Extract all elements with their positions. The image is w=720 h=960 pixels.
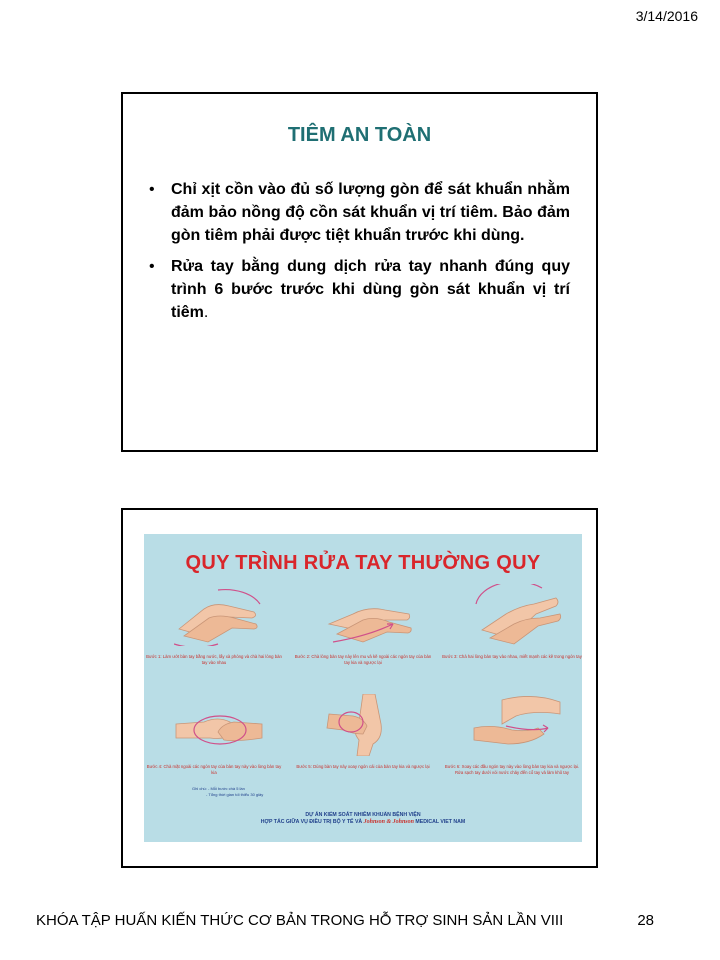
slide-title: TIÊM AN TOÀN <box>287 124 432 146</box>
slide-handwash-poster <box>121 508 598 868</box>
hands-rub-palms-icon <box>174 584 264 646</box>
hands-rotate-thumb-icon <box>323 694 413 756</box>
hands-fingertips-palm-icon <box>472 694 562 756</box>
step-caption: Bước 3: Chà hai lòng bàn tay vào nhau, miết mạnh các kẽ trong ngón tay <box>442 654 582 659</box>
poster-note: Ghi chú: - Mỗi bước chà 5 lần - Tổng thời gian tối thiểu 30 giây <box>192 786 264 797</box>
poster-title: QUY TRÌNH RỬA TAY THƯỜNG QUY <box>185 552 541 574</box>
step-3 <box>442 584 582 704</box>
poster-partnership: HỢP TÁC GIỮA VỤ ĐIỀU TRỊ BỘ Y TẾ VÀ Johnson & Johnson MEDICAL VIET NAM <box>260 819 466 825</box>
page-number: 28 <box>637 912 654 929</box>
step-caption: Bước 4: Chà mặt ngoài các ngón tay của bàn tay này vào lòng bàn tay kia <box>146 764 282 775</box>
handwash-poster <box>144 534 582 842</box>
slide-safe-injection <box>121 92 598 452</box>
course-footer: KHÓA TẬP HUẤN KIẾN THỨC CƠ BẢN TRONG HỖ TRỢ SINH SẢN LẦN VIII <box>36 912 564 929</box>
johnson-johnson-logo: Johnson & Johnson <box>363 819 414 825</box>
hands-rub-back-icon <box>323 584 413 646</box>
step-caption: Bước 6: Xoay các đầu ngón tay này vào lòng bàn tay kia và ngược lại. Rửa sạch tay dưới vòi nước chảy đến cổ tay và làm khô tay <box>444 764 580 775</box>
step-2 <box>293 584 433 704</box>
step-5 <box>293 694 433 814</box>
hands-interlace-fingers-icon <box>472 584 562 646</box>
step-caption: Bước 1: Làm ướt bàn tay bằng nước, lấy xà phòng và chà hai lòng bàn tay vào nhau <box>146 654 282 665</box>
step-caption: Bước 5: Dùng bàn tay này xoay ngón cái của bàn tay kia và ngược lại <box>296 764 430 769</box>
bullet-item: • Chỉ xịt cồn vào đủ số lượng gòn để sát khuẩn nhằm đảm bảo nồng độ cồn sát khuẩn vị trí tiêm. Bảo đảm gòn tiêm phải được tiệt khuẩn trước khi dùng. <box>149 178 570 247</box>
bullet-item: • Rửa tay bằng dung dịch rửa tay nhanh đúng quy trình 6 bước trước khi dùng gòn sát khuẩn vị trí tiêm. <box>149 255 570 324</box>
slide-date: 3/14/2016 <box>635 8 698 24</box>
step-6 <box>442 694 582 814</box>
poster-project-name: DỰ ÁN KIỂM SOÁT NHIỄM KHUẨN BỆNH VIỆN <box>305 812 421 818</box>
hands-grip-fingers-icon <box>174 694 264 756</box>
step-1 <box>144 584 284 704</box>
step-caption: Bước 2: Chà lòng bàn tay này lên mu và kẽ ngoài các ngón tay của bàn tay kia và ngược lại <box>294 654 432 665</box>
bullet-list <box>149 178 570 332</box>
